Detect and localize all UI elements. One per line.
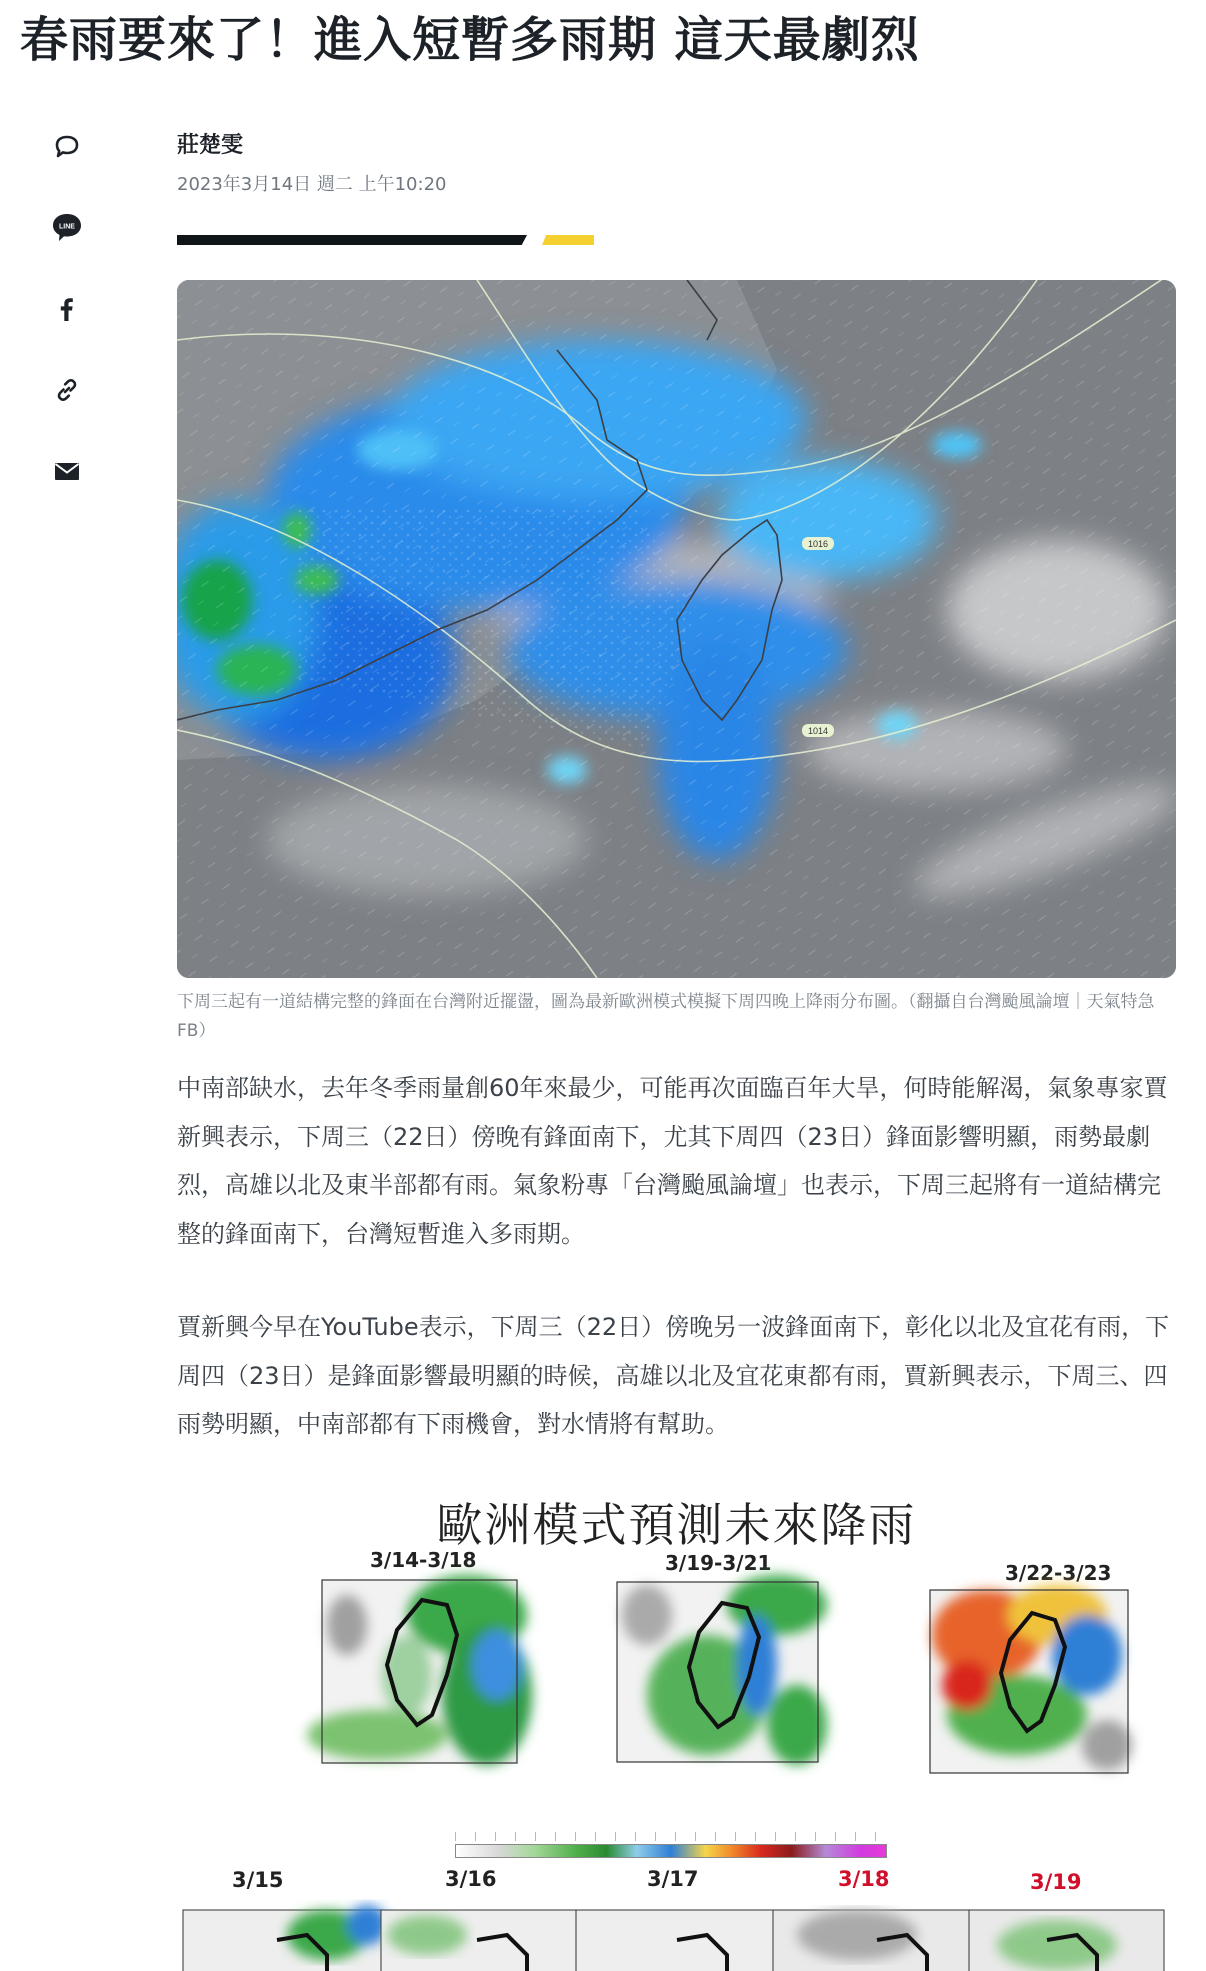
- mail-icon: [52, 456, 82, 486]
- line-icon: [50, 211, 84, 245]
- divider-yellow: [542, 235, 594, 245]
- line-share-button[interactable]: [42, 203, 92, 253]
- image-caption: 下周三起有一道結構完整的鋒面在台灣附近擺盪，圖為最新歐洲模式模擬下周四晚上降雨分布圖。（翻攝自台灣颱風論壇｜天氣特急FB）: [177, 992, 1155, 1041]
- day-label-4: 3/18: [838, 1867, 890, 1891]
- colorbar-ticks: [455, 1832, 885, 1841]
- link-icon: [52, 375, 82, 405]
- range-label-2: 3/19-3/21: [665, 1551, 772, 1575]
- day-label-2: 3/16: [445, 1867, 497, 1891]
- facebook-icon: [52, 294, 82, 324]
- copy-link-button[interactable]: [42, 365, 92, 415]
- range-label-3: 3/22-3/23: [1005, 1561, 1112, 1585]
- day-label-3: 3/17: [647, 1867, 699, 1891]
- isobar-label-1016: 1016: [807, 539, 829, 549]
- forecast-figure-image[interactable]: [177, 1465, 1176, 1971]
- forecast-maps-graphic: [177, 1465, 1176, 1971]
- article-paragraph-1: 中南部缺水，去年冬季雨量創60年來最少，可能再次面臨百年大旱，何時能解渴，氣象專家賈新興表示，下周三（22日）傍晚有鋒面南下，尤其下周四（23日）鋒面影響明顯，雨勢最劇烈，高雄以北及東半部都有雨。氣象粉專「台灣颱風論壇」也表示，下周三起將有一道結構完整的鋒面南下，台灣短暫進入多雨期。: [177, 1074, 1168, 1248]
- comment-button[interactable]: [42, 122, 92, 172]
- precipitation-colorbar: [455, 1844, 887, 1858]
- facebook-share-button[interactable]: [42, 284, 92, 334]
- day-label-5: 3/19: [1030, 1870, 1082, 1894]
- figure-title: 歐洲模式預測未來降雨: [436, 1498, 917, 1552]
- line-text: LINE: [59, 223, 75, 231]
- day-label-1: 3/15: [232, 1868, 284, 1892]
- email-share-button[interactable]: [42, 446, 92, 496]
- article-title: 春雨要來了！進入短暫多雨期 這天最劇烈: [20, 12, 920, 68]
- article-paragraph-2: 賈新興今早在YouTube表示，下周三（22日）傍晚另一波鋒面南下，彰化以北及宜花有雨，下周四（23日）是鋒面影響最明顯的時候，高雄以北及宜花東都有雨，賈新興表示，下周三、四雨勢明顯，中南部都有下雨機會，對水情將有幫助。: [177, 1313, 1170, 1438]
- range-label-1: 3/14-3/18: [370, 1548, 477, 1572]
- rainfall-map-graphic: [177, 280, 1176, 978]
- share-toolbar: [42, 122, 92, 527]
- isobar-label-1014: 1014: [807, 726, 829, 736]
- rainfall-map-image[interactable]: [177, 280, 1176, 978]
- author-name[interactable]: 莊楚雯: [177, 133, 244, 158]
- publish-date: 2023年3月14日 週二 上午10:20: [177, 174, 447, 195]
- comment-icon: [52, 132, 82, 162]
- divider-black: [177, 235, 527, 245]
